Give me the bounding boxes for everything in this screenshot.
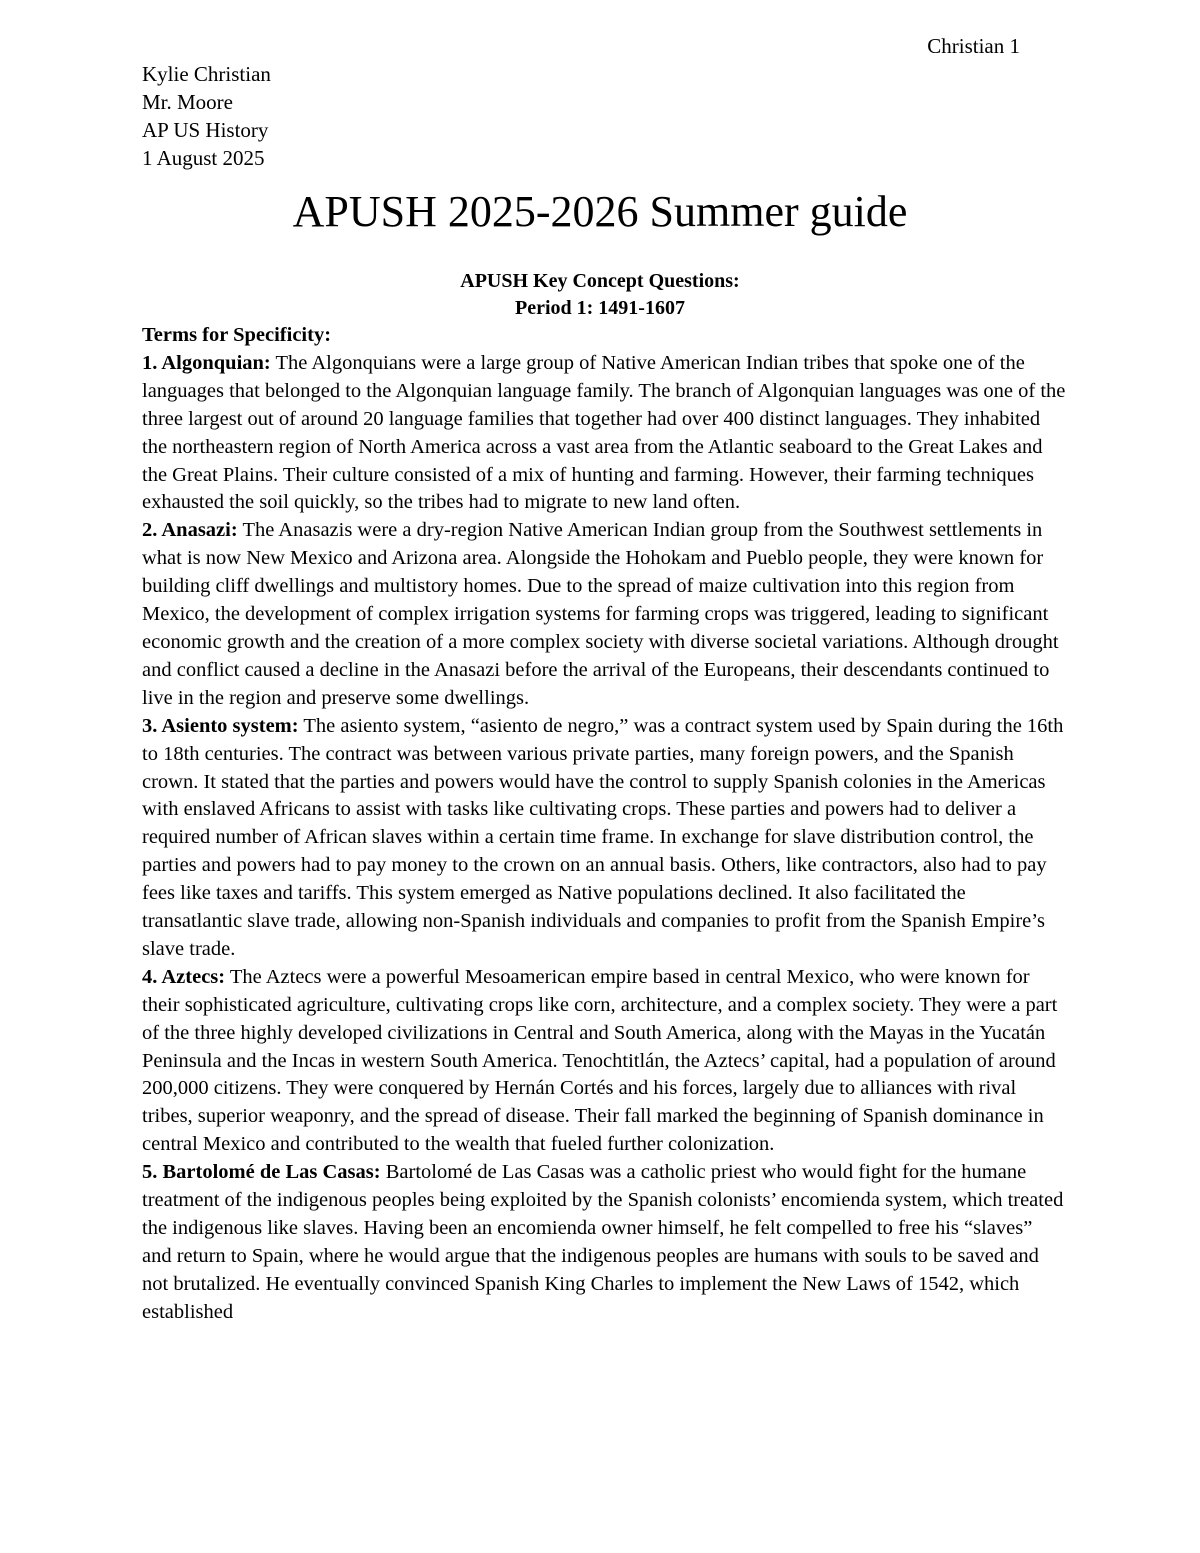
course-name: AP US History — [142, 118, 269, 142]
date: 1 August 2025 — [142, 146, 265, 170]
running-head: Christian 1 — [927, 34, 1020, 58]
document-body — [142, 322, 1067, 1327]
term-definition: The Algonquians were a large group of Native American Indian tribes that spoke one of the languages that belonged to the Algonquian language family. The branch of Algonquian languages was one of the three largest out of around 20 language families that together had over 400 distinct languages. They inhabited the northeastern region of North America across a vast area from the Atlantic seaboard to the Great Lakes and the Great Plains. Their culture consisted of a mix of hunting and farming. However, their farming techniques exhausted the soil quickly, so the tribes had to migrate to new land often. — [142, 351, 1066, 514]
term-label: 2. Anasazi: — [142, 519, 238, 542]
term-label: 1. Algonquian: — [142, 351, 271, 374]
term-entry-aztecs — [142, 964, 1067, 1159]
term-definition: The Aztecs were a powerful Mesoamerican empire based in central Mexico, who were known for their sophisticated agriculture, cultivating crops like corn, architecture, and a complex society. They were a part of the three highly developed civilizations in Central and South America, along with the Mayas in the Yucatán Peninsula and the Incas in western South America. Tenochtitlán, the Aztecs’ capital, had a population of around 200,000 citizens. They were conquered by Hernán Cortés and his forces, largely due to alliances with rival tribes, superior weaponry, and the spread of disease. Their fall marked the beginning of Spanish dominance in central Mexico and contributed to the wealth that fueled further colonization. — [142, 965, 1058, 1156]
terms-heading: Terms for Specificity: — [142, 324, 332, 346]
term-entry-algonquian — [142, 350, 1067, 517]
student-name: Kylie Christian — [142, 62, 271, 86]
term-entry-anasazi — [142, 517, 1067, 712]
mla-heading — [142, 60, 271, 172]
section-heading: APUSH Key Concept Questions: — [460, 270, 740, 292]
section-heading-block — [0, 268, 1200, 322]
term-label: 3. Asiento system: — [142, 714, 299, 737]
term-definition: The asiento system, “asiento de negro,” was a contract system used by Spain during the 16th to 18th centuries. The contract was between various private parties, many foreign powers, and the Spanish crown. It stated that the parties and powers would have the control to supply Spanish colonies in the Americas with enslaved Africans to assist with tasks like cultivating crops. These parties and powers had to deliver a required number of African slaves within a certain time frame. In exchange for slave distribution control, the parties and powers had to pay money to the crown on an annual basis. Others, like contractors, also had to pay fees like taxes and tariffs. This system emerged as Native populations declined. It also facilitated the transatlantic slave trade, allowing non-Spanish individuals and companies to profit from the Spanish Empire’s slave trade. — [142, 714, 1064, 960]
term-label: 5. Bartolomé de Las Casas: — [142, 1161, 381, 1184]
term-definition: The Anasazis were a dry-region Native American Indian group from the Southwest settlements in what is now New Mexico and Arizona area. Alongside the Hohokam and Pueblo people, they were known for building cliff dwellings and multistory homes. Due to the spread of maize cultivation into this region from Mexico, the development of complex irrigation systems for farming crops was triggered, leading to significant economic growth and the creation of a more complex society with diverse societal variations. Although drought and conflict caused a decline in the Anasazi before the arrival of the Europeans, their descendants continued to live in the region and preserve some dwellings. — [142, 519, 1059, 709]
section-period: Period 1: 1491-1607 — [515, 297, 685, 319]
term-label: 4. Aztecs: — [142, 965, 226, 988]
document-title: APUSH 2025-2026 Summer guide — [292, 187, 908, 236]
term-definition: Bartolomé de Las Casas was a catholic priest who would fight for the humane treatment of the indigenous peoples being exploited by the Spanish colonists’ encomienda system, which treated the indigenous like slaves. Having been an encomienda owner himself, he felt compelled to free his “slaves” and return to Spain, where he would argue that the indigenous peoples are humans with souls to be saved and not brutalized. He eventually convinced Spanish King Charles to implement the New Laws of 1542, which established — [142, 1161, 1064, 1323]
term-entry-las-casas — [142, 1159, 1067, 1326]
term-entry-asiento-system — [142, 713, 1067, 964]
teacher-name: Mr. Moore — [142, 90, 233, 114]
